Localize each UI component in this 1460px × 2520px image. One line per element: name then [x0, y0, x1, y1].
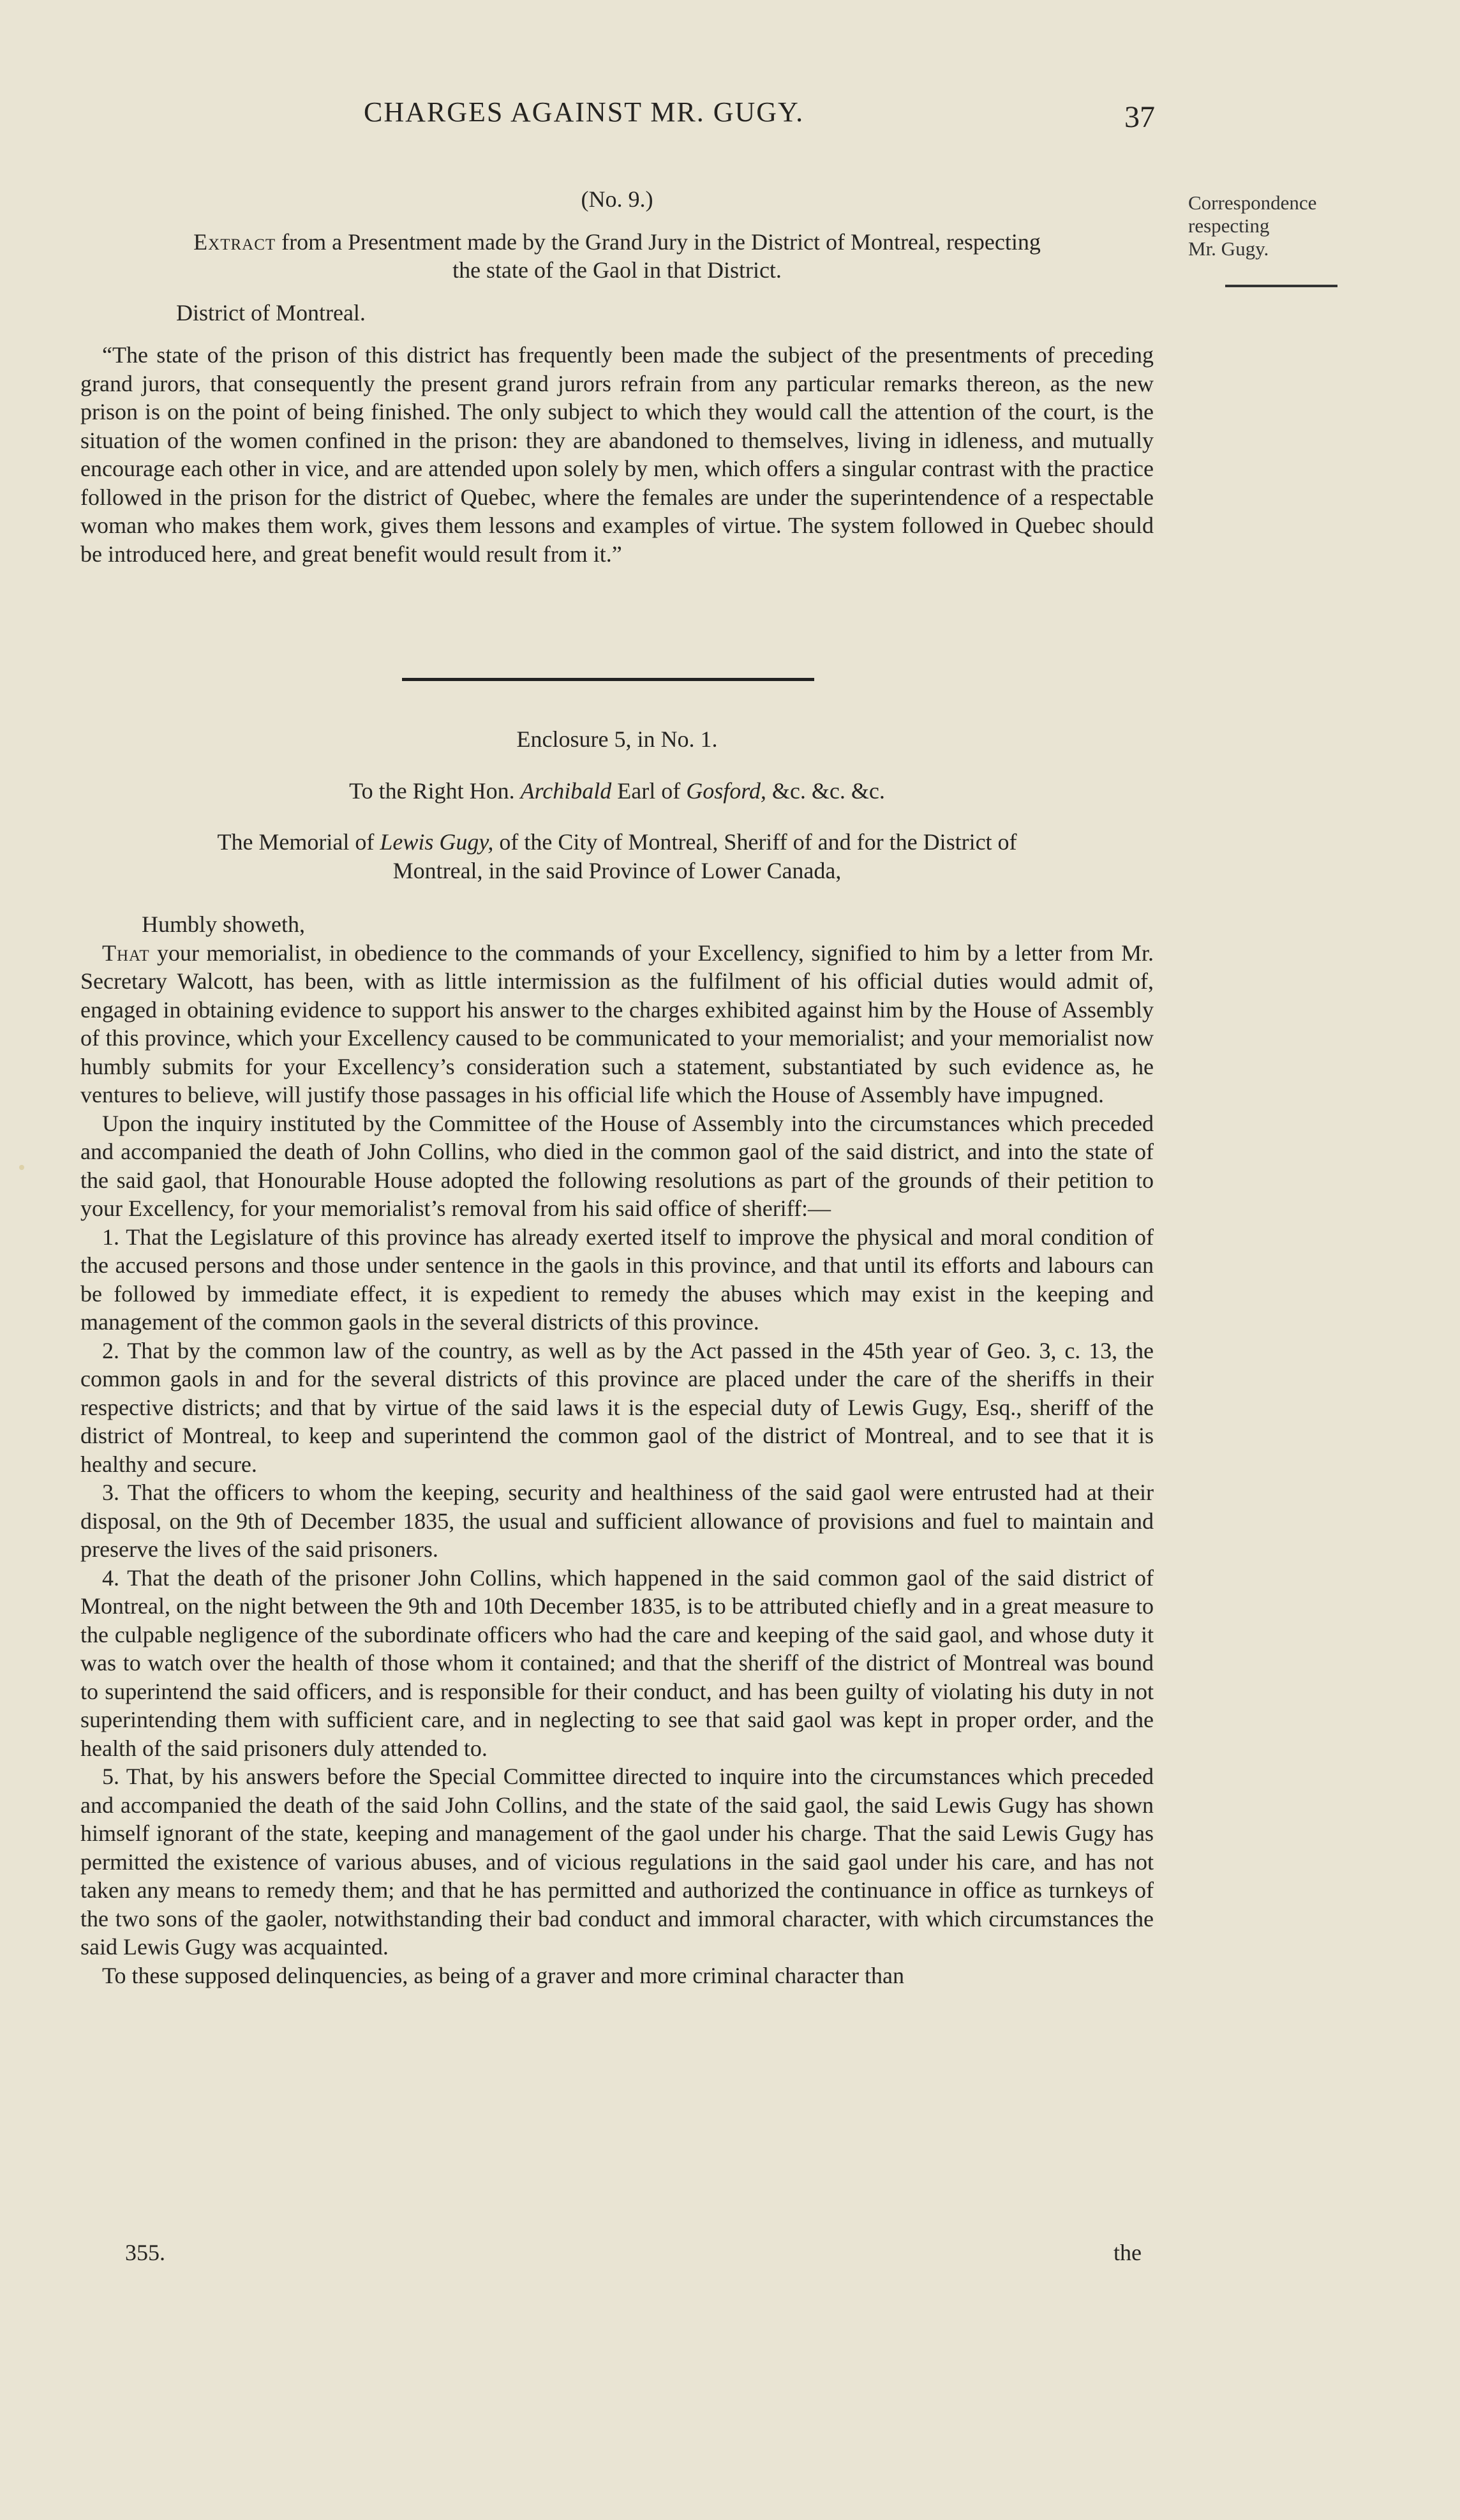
memorial-title-line2: Montreal, in the said Province of Lower Canada,: [392, 857, 842, 883]
paragraph-text: your memorialist, in obedience to the commands of your Excellency, signified to him by a letter from Mr. Secretary Walcott, has been, with as little intermission as the fulfilment of his official duties would admit of, engaged in obtaining evidence to support his answer to the charges exhibited against him by the House of Assembly of this province, which your Excellency caused to be communicated to your memorialist; and your memorialist now humbly submits for your Excellency’s consideration such a statement, substantiated by such evidence as, he ventures to believe, will justify those passages in his official life which the House of Assembly have impugned.: [80, 940, 1154, 1107]
running-title: CHARGES AGAINST MR. GUGY.: [364, 96, 805, 128]
memorial-rest: of the City of Montreal, Sheriff of and for the District of: [493, 829, 1017, 855]
enclosure-heading: Enclosure 5, in No. 1.: [516, 726, 718, 752]
address-line: [80, 777, 1154, 806]
district-heading: District of Montreal.: [176, 299, 366, 326]
title-rest: from a Presentment made by the Grand Jury in the District of Montreal, respecting: [276, 229, 1041, 255]
memorial-prefix: The Memorial of: [217, 829, 380, 855]
resolution-item: 4. That the death of the prisoner John Collins, which happened in the said common gaol of the said district of Montreal, on the night between the 9th and 10th December 1835, is to be attributed chiefly and in a great measure to the culpable negligence of the subordinate officers who had the care and keeping of the said gaol, and whose duty it was to watch over the health of those whom it contained; and that the sheriff of the district of Montreal was bound to superintend the said officers, and is responsible for their conduct, and has been guilty of violating his duty in not superintending them with sufficient care, and in neglecting to see that said gaol was kept in proper order, and the health of the said prisoners duly attended to.: [80, 1564, 1154, 1761]
resolution-item: 5. That, by his answers before the Special Committee directed to inquire into the circumstances which preceded and accompanied the death of the said John Collins, and the state of the said gaol, the said Lewis Gugy has shown himself ignorant of the state, keeping and management of the gaol under his charge. That the said Lewis Gugy has permitted the existence of various abuses, and of vicious regulations in the said gaol under his care, and has not taken any means to remedy them; and that he has permitted and authorized the continuance in office as turnkeys of the two sons of the gaoler, notwithstanding their bad conduct and immoral character, with which circumstances the said Lewis Gugy was acquainted.: [80, 1764, 1154, 1960]
page-number: 37: [1124, 100, 1155, 134]
presentment-body: “The state of the prison of this district has frequently been made the subject of the presentments of preceding grand jurors, that consequently the present grand jurors refrain from any particular remarks thereon, as the new prison is on the point of being finished. The only subject to which they would call the attention of the court, is the situation of the women confined in the prison: they are abandoned to themselves, living in idleness, and mutually encourage each other in vice, and are attended upon solely by men, which offers a singular contrast with the practice followed in the prison for the district of Quebec, where the females are under the superintendence of a respectable woman who makes them work, gives them lessons and examples of virtue. The system followed in Quebec should be introduced here, and great benefit would result from it.”: [80, 342, 1154, 567]
paper-spot: [19, 1165, 24, 1170]
address-name: Archibald: [520, 777, 612, 804]
memorial-name: Lewis Gugy,: [380, 829, 494, 855]
margin-divider: [1225, 285, 1337, 287]
section-extract: [80, 185, 1154, 568]
margin-note-line: Mr. Gugy.: [1188, 237, 1269, 260]
address-title: Gosford,: [686, 777, 766, 804]
resolution-item: 1. That the Legislature of this province has already exerted itself to improve the physical and moral condition of the accused persons and those under sentence in the gaols in this province, and that until its efforts and labours can be followed by immediate effect, it is expedient to remedy the abuses which may exist in the keeping and management of the common gaols in the several districts of this province.: [80, 1224, 1154, 1335]
memorial-paragraph: Upon the inquiry instituted by the Committee of the House of Assembly into the circumstances which preceded and accompanied the death of John Collins, who died in the common gaol of the said district, and into the state of the said gaol, that Honourable House adopted the following resolutions as part of the grounds of their petition to your Excellency, for your memorialist’s removal from his said office of sheriff:—: [80, 1110, 1154, 1221]
address-suffix: &c. &c. &c.: [766, 777, 885, 804]
address-prefix: To the Right Hon.: [349, 777, 521, 804]
salutation: Humbly showeth,: [142, 911, 305, 937]
memorial-paragraph: [80, 939, 1154, 1109]
address-mid: Earl of: [611, 777, 687, 804]
sheet-number: 355.: [125, 2240, 165, 2265]
margin-note-line: Correspondence: [1188, 191, 1317, 214]
section-divider: [402, 678, 814, 681]
section-number: (No. 9.): [581, 186, 653, 212]
margin-note: [1188, 191, 1354, 260]
paragraph-lead: That: [102, 940, 150, 966]
closing-paragraph: To these supposed delinquencies, as being of a graver and more criminal character than: [102, 1962, 904, 1988]
section-memorial: [80, 725, 1154, 1990]
section-title: [80, 228, 1154, 257]
catchword: the: [1114, 2240, 1142, 2265]
title-lead: Extract: [193, 229, 276, 255]
resolution-item: 3. That the officers to whom the keeping, security and healthiness of the said gaol were entrusted had at their disposal, on the 9th of December 1835, the usual and sufficient allowance of provisions and fuel to maintain and preserve the lives of the said prisoners.: [80, 1480, 1154, 1562]
section-title-line2: the state of the Gaol in that District.: [452, 257, 782, 283]
resolution-item: 2. That by the common law of the country, as well as by the Act passed in the 45th year of Geo. 3, c. 13, the common gaols in and for the several districts of this province are placed under the care of the sheriffs in their respective districts; and that by virtue of the said laws it is the especial duty of Lewis Gugy, Esq., sheriff of the district of Montreal, to keep and superintend the common gaol of the district of Montreal, and to see that it is healthy and secure.: [80, 1337, 1154, 1477]
margin-note-line: respecting: [1188, 214, 1270, 237]
memorial-title: [80, 828, 1154, 857]
